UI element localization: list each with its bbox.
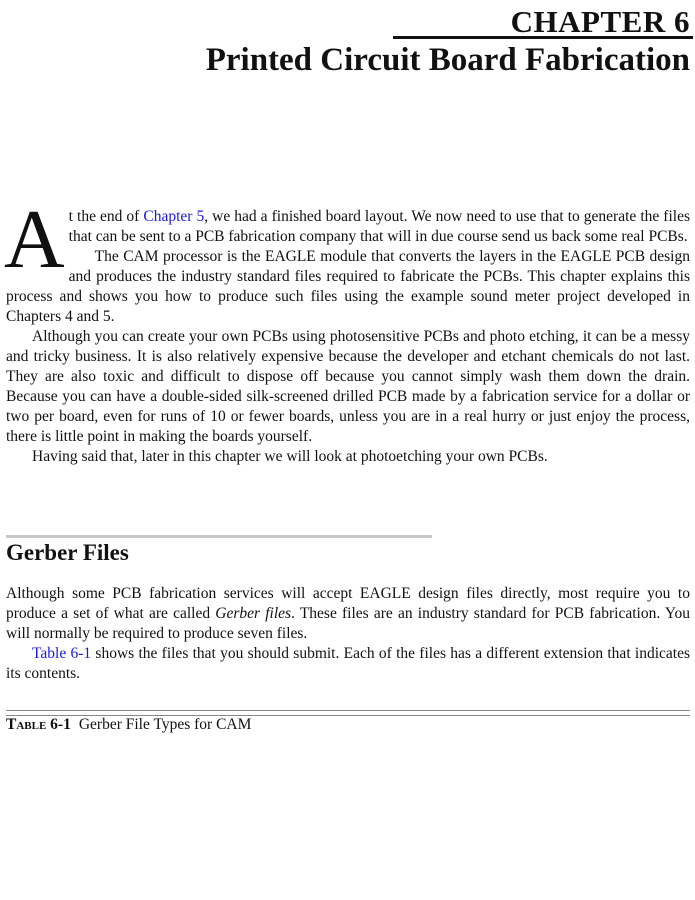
chapter-5-link[interactable]: Chapter 5 [143, 208, 205, 225]
drop-cap: A [4, 193, 65, 286]
table-label: Table 6-1 [6, 716, 71, 733]
gerber-p1-before: Although some PCB fabrication services will accept EAGLE design files directly, most require you to produce a set of what are called [6, 585, 690, 622]
table-6-1-link[interactable]: Table 6-1 [32, 645, 92, 662]
intro-p1-before: t the end of [68, 208, 144, 225]
section-heading: Gerber Files [6, 540, 129, 565]
intro-paragraph-1 [4, 193, 690, 286]
intro-paragraph-3: Although you can create your own PCBs using photosensitive PCBs and photo etching, it can be a messy and tricky business. It is also relatively expensive because the developer and etchant chemicals do not last. They are also toxic and difficult to dispose off because you cannot simply wash them down the drain. Because you can have a double-sided silk-screened drilled PCB made by a fabrication service for a dollar or two per board, even for runs of 10 or fewer boards, unless you are in a real hurry or just enjoy the process, there is little point in making the boards yourself. [6, 328, 690, 445]
gerber-paragraph-1 [6, 584, 690, 644]
table-caption-text: Gerber File Types for CAM [78, 716, 252, 733]
table-caption [6, 716, 251, 734]
chapter-label: CHAPTER 6 [510, 4, 690, 39]
intro-paragraph-4: Having said that, later in this chapter we will look at photoetching your own PCBs. [32, 448, 548, 465]
gerber-paragraph-2 [6, 644, 690, 684]
gerber-p1-after: . These files are an industry standard for PCB fabrication. You will normally be required to produce seven files. [6, 605, 690, 642]
gerber-p2-after: shows the files that you should submit. Each of the files has a different extension that indicates its contents. [6, 645, 690, 682]
intro-text [4, 193, 690, 467]
gerber-files-term: Gerber files [215, 605, 292, 622]
section-rule [6, 535, 432, 538]
intro-paragraph-2: The CAM processor is the EAGLE module that converts the layers in the EAGLE PCB design and produces the industry standard files required to fabricate the PCBs. This chapter explains this process and shows you how to produce such files using the example sound meter project developed in Chapters 4 and 5. [6, 248, 690, 325]
intro-p1-after: , we had a finished board layout. We now need to use that to generate the files that can be sent to a PCB fabrication company that will in due course send us back some real PCBs. [68, 208, 690, 245]
chapter-title: Printed Circuit Board Fabrication [205, 42, 690, 78]
gerber-text [6, 584, 690, 684]
